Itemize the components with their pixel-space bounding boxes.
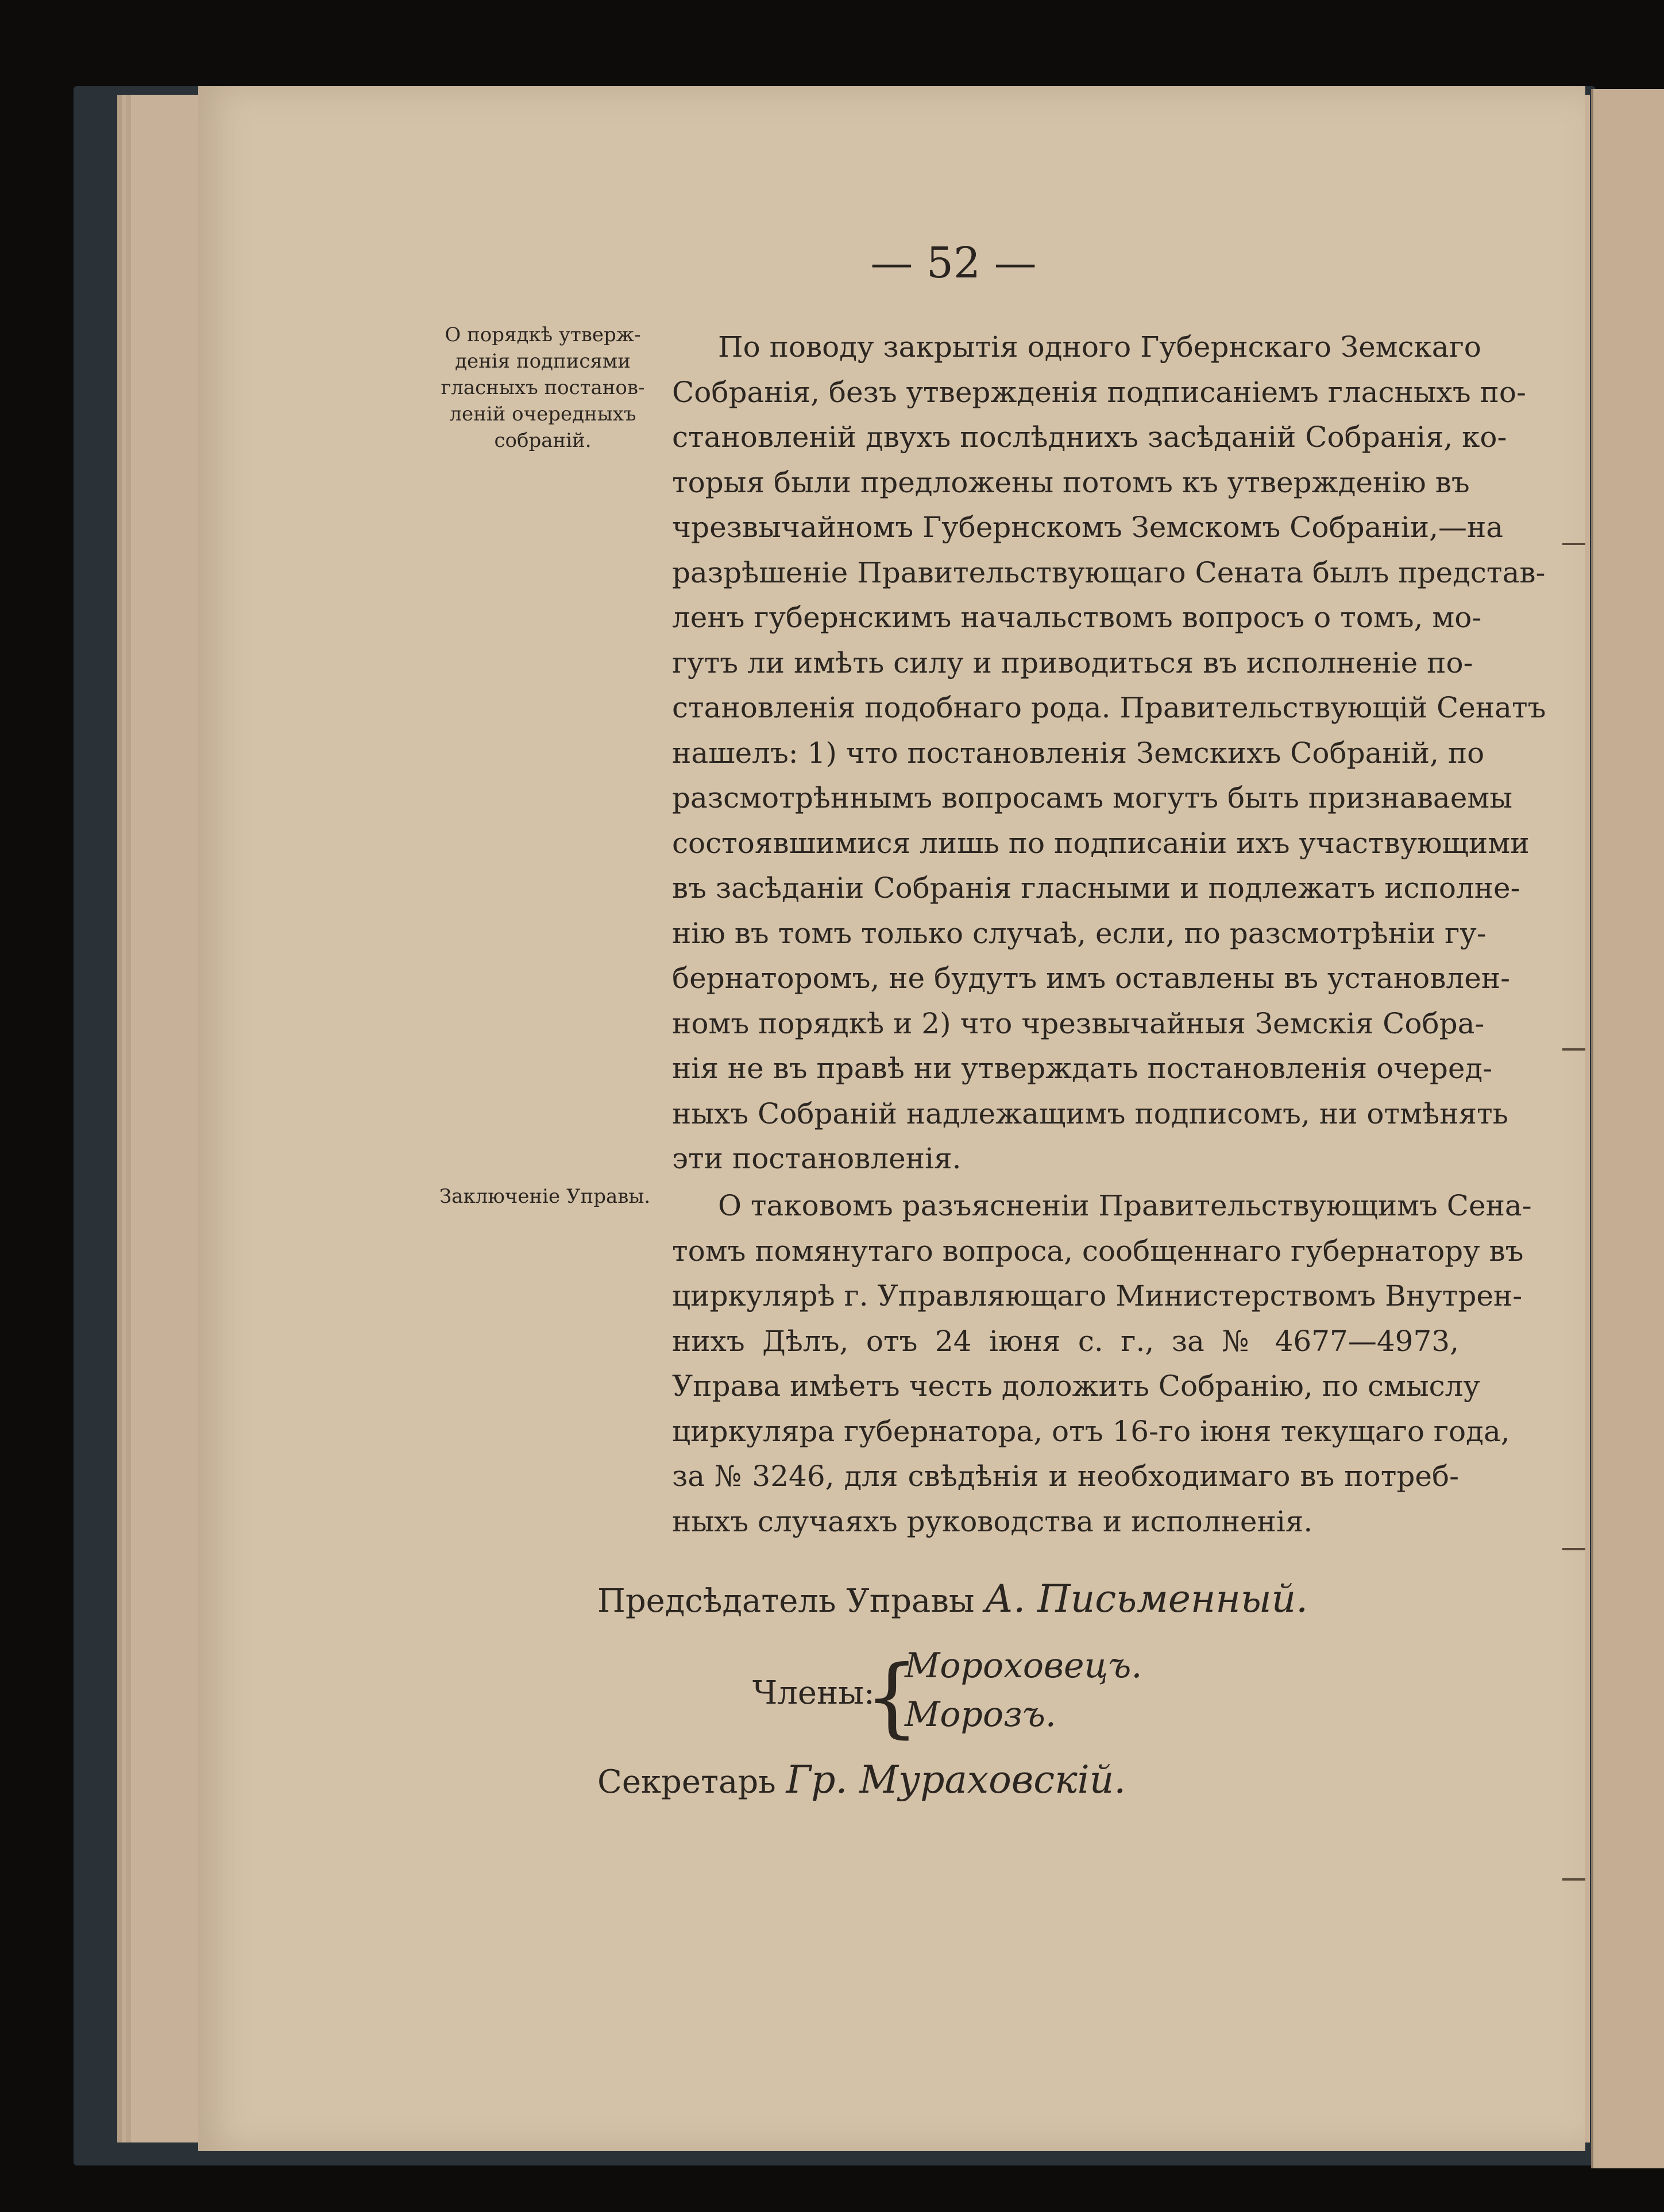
facing-page xyxy=(1591,89,1664,2168)
text-line: ныхъ Собраній надлежащимъ подписомъ, ни отмѣнять xyxy=(672,1097,1508,1130)
paragraph-board-conclusion xyxy=(672,1183,1532,1544)
text-line: нихъ Дѣлъ, отъ 24 іюня с. г., за № 4677—4973, xyxy=(672,1324,1459,1358)
text-line: торыя были предложены потомъ къ утвержденію въ xyxy=(672,465,1470,499)
text-line: въ засѣданіи Собранія гласными и подлежатъ исполне- xyxy=(672,871,1520,905)
text-line: нія не въ правѣ ни утверждать постановленія очеред- xyxy=(672,1052,1493,1085)
text-line: По поводу закрытія одного Губернскаго Земскаго xyxy=(718,330,1481,364)
secretary-signature xyxy=(597,1758,1126,1802)
member-name: Мороховецъ. xyxy=(905,1646,1142,1686)
text-line: Собранія, безъ утвержденія подписаніемъ гласныхъ по- xyxy=(672,375,1526,409)
margin-note-line: О порядкѣ утверж- xyxy=(445,323,641,346)
secretary-title: Секретарь xyxy=(597,1763,776,1801)
text-line: за № 3246, для свѣдѣнія и необходимаго въ потреб- xyxy=(672,1460,1459,1493)
margin-note-order xyxy=(422,322,663,454)
text-line: бернаторомъ, не будутъ имъ оставлены въ установлен- xyxy=(672,962,1511,995)
chairman-name: А. Письменный. xyxy=(984,1577,1308,1621)
text-line: циркуляра губернатора, отъ 16-го іюня текущаго года, xyxy=(672,1414,1510,1448)
text-line: ленъ губернскимъ начальствомъ вопросъ о томъ, мо- xyxy=(672,601,1482,634)
text-line: нашелъ: 1) что постановленія Земскихъ Собраній, по xyxy=(672,736,1485,770)
members-brace: { xyxy=(864,1647,920,1747)
secretary-name: Гр. Мураховскій. xyxy=(786,1758,1126,1802)
text-line: томъ помянутаго вопроса, сообщеннаго губернатору въ xyxy=(672,1234,1524,1268)
text-line: становленій двухъ послѣднихъ засѣданій Собранія, ко- xyxy=(672,420,1507,454)
members-label: Члены: xyxy=(752,1674,875,1712)
text-line: Управа имѣетъ честь доложить Собранію, по смыслу xyxy=(672,1369,1480,1403)
page-number: — 52 — xyxy=(870,238,1037,288)
margin-note-line: Заключеніе Управы. xyxy=(439,1185,651,1208)
text-line: нію въ томъ только случаѣ, если, по разсмотрѣніи гу- xyxy=(672,916,1487,950)
margin-tick xyxy=(1562,1878,1585,1881)
text-line: О таковомъ разъясненіи Правительствующимъ Сена- xyxy=(718,1189,1532,1222)
text-line: становленія подобнаго рода. Правительствующій Сенатъ xyxy=(672,691,1546,724)
member-name: Морозъ. xyxy=(905,1694,1056,1735)
chairman-signature xyxy=(597,1577,1308,1621)
text-line: номъ порядкѣ и 2) что чрезвычайныя Земскія Собра- xyxy=(672,1006,1485,1040)
margin-note-line: гласныхъ постанов- xyxy=(441,376,645,399)
text-line: ныхъ случаяхъ руководства и исполненія. xyxy=(672,1504,1313,1538)
margin-note-line: денія подписями xyxy=(455,350,631,373)
text-line: разсмотрѣннымъ вопросамъ могутъ быть признаваемы xyxy=(672,781,1512,814)
text-line: чрезвычайномъ Губернскомъ Земскомъ Собраніи,—на xyxy=(672,511,1504,544)
margin-tick xyxy=(1562,543,1585,545)
margin-note-line: леній очередныхъ xyxy=(449,403,636,426)
chairman-title: Предсѣдатель Управы xyxy=(597,1582,975,1620)
text-line: разрѣшеніе Правительствующаго Сената былъ представ- xyxy=(672,555,1546,589)
text-line: эти постановленія. xyxy=(672,1142,962,1175)
text-line: состоявшимися лишь по подписаніи ихъ участвующими xyxy=(672,826,1530,860)
margin-note-conclusion xyxy=(439,1183,681,1210)
margin-note-line: собраній. xyxy=(494,429,592,452)
margin-tick xyxy=(1562,1048,1585,1051)
text-line: циркулярѣ г. Управляющаго Министерствомъ Внутрен- xyxy=(672,1279,1523,1312)
paragraph-senate-ruling xyxy=(672,325,1546,1182)
margin-tick xyxy=(1562,1548,1585,1550)
text-line: гутъ ли имѣть силу и приводиться въ исполненіе по- xyxy=(672,646,1473,680)
